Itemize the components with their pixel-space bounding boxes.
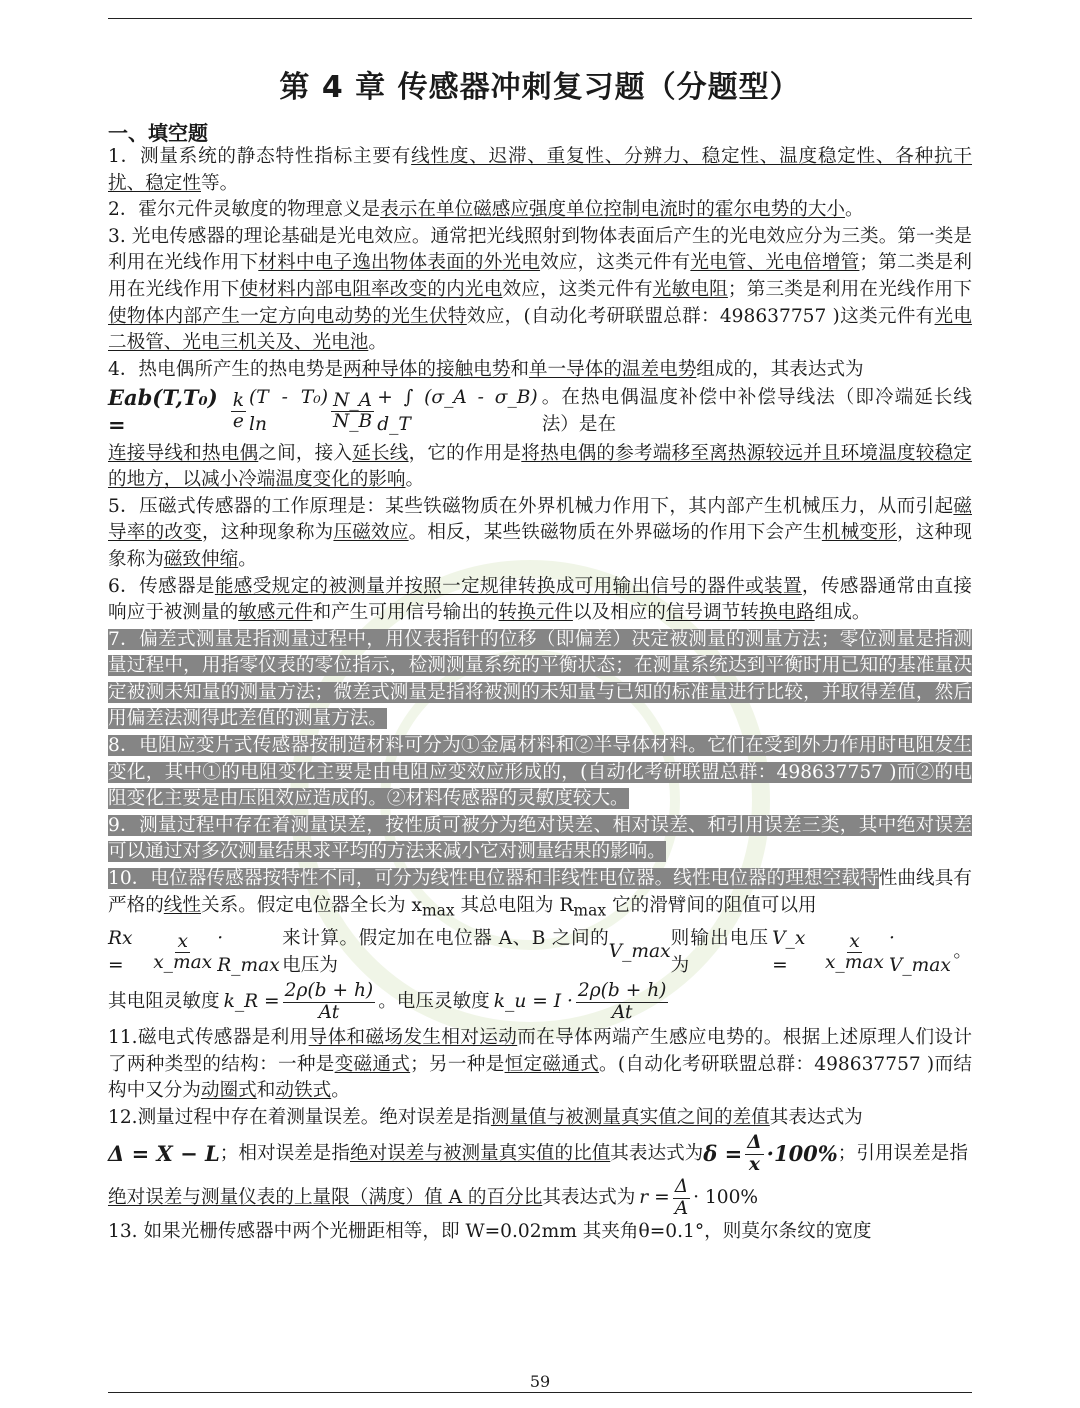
section-heading: 一、填空题 [108, 121, 208, 145]
formula-eab: Eab(T,T₀) = [108, 385, 218, 437]
answer-blank: 变磁通式 [334, 1053, 411, 1075]
highlighted-text: 9．测量过程中存在着测量误差，按性质可被分为绝对误差、相对误差、和引用误差三类，其中绝对误差可以通过对多次测量结果求平均的方法来减小它对测量结果的影响。 [108, 814, 972, 863]
sensitivity-formula-line: 其电阻灵敏度 k_R = $\frac{2\rho(b + h)}{At}$ 。电压灵敏度 k_u = I · $\frac{2\rho(b + h)}{At}$ [108, 980, 667, 1023]
answer-blank: 材料中电子逸出物体表面的外光电 [258, 252, 541, 274]
fraction-delta-a: $\frac{\Delta}{A}$ [674, 1176, 689, 1219]
answer-blank: 光电二极管、光电三机关及、光电池 [108, 305, 972, 354]
answer-blank: 将热电偶的参考端移至离热源较远并且环境温度较稳定的地方，以减小冷端温度变化的影响 [108, 442, 972, 491]
answer-blank: 磁导率的改变 [108, 495, 972, 544]
page-number: 59 [529, 1372, 551, 1391]
fraction-k-e: $\frac{k}{e}$ [232, 389, 245, 433]
question-9 [108, 813, 972, 866]
chapter-title: 第 4 章 传感器冲刺复习题（分题型） [279, 70, 801, 105]
question-3: 3. 光电传感器的理论基础是光电效应。通常把光线照射到物体表面后产生的光电效应分为三类。第一类是利用在光线作用下材料中电子逸出物体表面的外光电效应，这类元件有光电管、光电倍增管；第二类是利用在光线作用下使材料内部电阻率改变的内光电效应，这类元件有光敏电阻；第三类是利用在光线作用下使物体内部产生一定方向电动势的光生伏特效应，(自动化考研联盟总群：498637757 )这类元件有光电二极管、光电三机关及、光电池。 [108, 225, 972, 354]
answer-blank: 恒定磁通式 [504, 1053, 599, 1075]
answer-blank: 连接导线和热电偶 [108, 442, 259, 464]
answer-blank: 动铁式 [275, 1080, 332, 1102]
question-13: 13. 如果光栅传感器中两个光栅距相等，即 W=0.02mm 其夹角θ=0.1°，则莫尔条纹的宽度 [108, 1221, 872, 1243]
question-4-continued: 连接导线和热电偶之间，接入延长线，它的作用是将热电偶的参考端移至离热源较远并且环境温度较稳定的地方，以减小冷端温度变化的影响。 [108, 442, 972, 491]
answer-blank: 光敏电阻 [652, 278, 728, 300]
question-10: 10．电位器传感器按特性不同，可分为线性电位器和非线性电位器。线性电位器的理想空载特性曲线具有严格的线性关系。假定电位器全长为 $x_{max}$ 其总电阻为 $R_{max}$ 它的滑臂间的阻值可以用 [108, 868, 972, 920]
formula-absolute-error: Δ = X − L [108, 1141, 220, 1167]
fraction-na-nb: $\frac{N\_A}{N\_B}$ [332, 389, 373, 433]
question-4: 4．热电偶所产生的热电势是两种导体的接触电势和单一导体的温差电势组成的，其表达式为 [108, 358, 864, 380]
answer-blank: 压磁效应 [333, 522, 409, 544]
answer-blank: 测量值与被测量真实值之间的差值 [490, 1106, 770, 1128]
question-1: 1．测量系统的静态特性指标主要有线性度、迟滞、重复性、分辨力、稳定性、温度稳定性、各种抗干扰、稳定性等。 [108, 146, 972, 194]
answer-blank: 绝对误差与被测量真实值的比值 [349, 1143, 611, 1165]
question-2: 2．霍尔元件灵敏度的物理意义是表示在单位磁感应强度单位控制电流时的霍尔电势的大小。 [108, 199, 864, 221]
fraction-ku: $\frac{2\rho(b + h)}{At}$ [577, 980, 667, 1023]
answer-blank: 延长线 [352, 442, 409, 464]
top-rule [108, 18, 972, 19]
fraction-delta-x: $\frac{\Delta}{x}$ [747, 1132, 762, 1175]
error-formula-line: Δ = X − L ；相对误差是指 绝对误差与被测量真实值的比值 其表达式为 δ = $\frac{\Delta}{x}$ ·100% ；引用误差是指 [108, 1132, 968, 1175]
fraction-x-xmax-2: $\frac{x}{x\_\max}$ [824, 930, 884, 974]
question-12-continued: 绝对误差与测量仪表的上量限（满度）值 A 的百分比其表达式为 r = $\frac{\Delta}{A}$ · 100% [108, 1176, 759, 1219]
question-11: 11.磁电式传感器是利用导体和磁场发生相对运动而在导体两端产生感应电势的。根据上述原理人们设计了两种类型的结构：一种是变磁通式；另一种是恒定磁通式。(自动化考研联盟总群：498637757 )而结构中又分为动圈式和动铁式。 [108, 1027, 972, 1102]
answer-blank: 使物体内部产生一定方向电动势的光生伏特 [108, 305, 467, 327]
answer-blank: 磁致伸缩 [163, 548, 239, 570]
question-5: 5．压磁式传感器的工作原理是：某些铁磁物质在外界机械力作用下，其内部产生机械压力，从而引起磁导率的改变，这种现象称为压磁效应。相反，某些铁磁物质在外界磁场的作用下会产生机械变形，这种现象称为磁致伸缩。 [108, 495, 972, 570]
answer-blank: 动圈式 [200, 1080, 257, 1102]
answer-blank: 线性 [163, 894, 201, 916]
answer-blank: 绝对误差与测量仪表的上量限（满度）值 A 的百分比 [108, 1186, 543, 1208]
bottom-rule [108, 1392, 972, 1393]
answer-blank: 敏感元件 [238, 602, 313, 624]
answer-blank: 转换元件 [498, 602, 573, 624]
answer-blank: 表示在单位磁感应强度单位控制电流时的霍尔电势的大小 [380, 199, 846, 221]
fraction-kr: $\frac{2\rho(b + h)}{At}$ [284, 980, 374, 1023]
question-list [108, 144, 972, 1246]
answer-blank: 导体和磁场发生相对运动 [308, 1027, 518, 1049]
question-12: 12.测量过程中存在着测量误差。绝对误差是指测量值与被测量真实值之间的差值其表达式为 [108, 1106, 863, 1128]
answer-blank: 线性度、迟滞、重复性、分辨力、稳定性、温度稳定性、各种抗干扰、稳定性 [108, 146, 972, 194]
answer-blank: 光电管、光电倍增管 [690, 252, 860, 274]
answer-blank: 能感受规定的被测量并按照一定规律转换成可用输出信号的器件或装置 [214, 575, 802, 597]
question-7 [108, 627, 972, 733]
fraction-x-xmax: $\frac{x}{x\_\max}$ [153, 930, 213, 974]
answer-blank: 机械变形 [821, 522, 897, 544]
answer-blank: 信号调节转换电路 [665, 602, 815, 624]
question-6: 6．传感器是能感受规定的被测量并按照一定规律转换成可用输出信号的器件或装置，传感器通常由直接响应于被测量的敏感元件和产生可用信号输出的转换元件以及相应的信号调节转换电路组成。 [108, 575, 972, 624]
thermocouple-formula-line: Eab(T,T₀) = $\frac{k}{e}$ (T - T₀) ln $\frac{N\_A}{N\_B}$ + ∫ (σ_A - σ_B) d_T 。在热电偶温度补偿中补偿导线法（即冷端延长线法）是在 [108, 385, 973, 437]
answer-blank: 单一导体的温差电势 [528, 358, 697, 380]
highlighted-text: 10．电位器传感器按特性不同，可分为线性电位器和非线性电位器。线性电位器的理想空载特 [108, 868, 879, 890]
question-8 [108, 733, 972, 813]
answer-blank: 两种导体的接触电势 [342, 358, 511, 380]
highlighted-text: 7．偏差式测量是指测量过程中，用仪表指针的位移（即偏差）决定被测量的测量方法；零位测量是指测量过程中，用指零仪表的零位指示，检测测量系统的平衡状态；在测量系统达到平衡时用已知的基准量决定被测未知量的测量方法；微差式测量是指将被测的未知量与已知的标准量进行比较，并取得差值，然后用偏差法测得此差值的测量方法。 [108, 628, 972, 730]
potentiometer-formula-line: Rx = $\frac{x}{x\_\max}$ · R_max 来计算。假定加在电位器 A、B 之间的电压为 V_max 则输出电压为 V_x = $\frac{x}{x\_\max}$ · V_max 。 [108, 927, 972, 976]
answer-blank: 使材料内部电阻率改变的内光电 [239, 278, 503, 300]
highlighted-text: 8．电阻应变片式传感器按制造材料可分为①金属材料和②半导体材料。它们在受到外力作用时电阻发生变化，其中①的电阻变化主要是由电阻应变效应形成的，(自动化考研联盟总群：498637757 )而②的电阻变化主要是由压阻效应造成的。②材料传感器的灵敏度较大。 [108, 735, 972, 810]
